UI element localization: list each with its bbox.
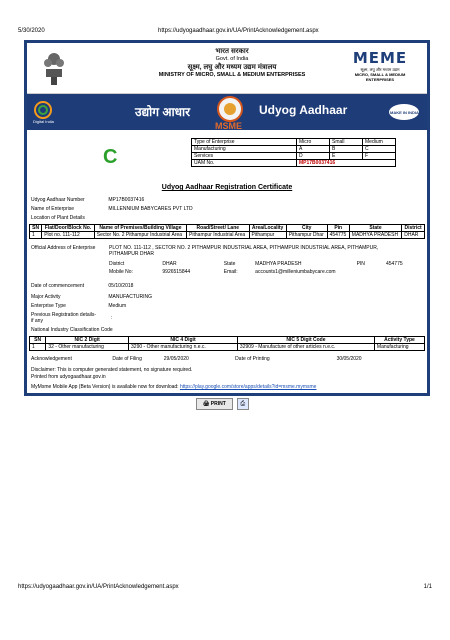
nic_table-cell: 3290 - Other manufacturing n.e.c. xyxy=(129,344,238,351)
nic_table-cell: 32909 - Manufacture of other articles n.e.c. xyxy=(237,344,374,351)
enterprise-type-section xyxy=(27,136,427,180)
print-button-label: PRINT xyxy=(210,401,226,407)
etype-row xyxy=(31,303,126,309)
nic_table-cell: 32 - Other manufacturing xyxy=(46,344,129,351)
location-label: Location of Plant Details xyxy=(31,215,85,221)
printed-from: Printed from udyogaadhaar.gov.in xyxy=(31,374,106,380)
msme-badge-icon xyxy=(207,96,253,130)
udyog-banner xyxy=(27,94,427,130)
etype-label: Enterprise Type xyxy=(31,303,66,309)
email-value: accounts1@milleniumbabycare.com xyxy=(255,269,336,275)
type-cell: A xyxy=(297,146,330,153)
udyog-aadhaar-english: Udyog Aadhaar xyxy=(259,103,348,117)
plant-table xyxy=(29,224,425,239)
type-row xyxy=(192,153,396,160)
plant_table-header: State xyxy=(349,225,401,232)
pin-value: 454775 xyxy=(385,261,403,267)
msme-text: MSME xyxy=(215,121,242,130)
activity-row xyxy=(31,294,152,300)
uam-value: MP17B0037416 xyxy=(297,160,396,167)
nic_table-header: NIC 2 Digit xyxy=(46,337,129,344)
plant_table-cell: Sector No. 2 Pithampur Industrial Area xyxy=(94,232,186,239)
official-address-label: Official Address of Enterprise xyxy=(31,245,96,251)
footer-url: https://udyogaadhaar.gov.in/UA/PrintAcknowledgement.aspx xyxy=(18,584,179,590)
nic_table-header: Activity Type xyxy=(374,337,424,344)
plant_table-header: Flat/Door/Block No. xyxy=(42,225,95,232)
meme-logo xyxy=(345,49,415,82)
govt-hindi: भारत सरकार xyxy=(215,48,249,55)
print-url: https://udyogaadhaar.gov.in/UA/PrintAcknowledgement.aspx xyxy=(158,28,319,34)
govt-english: Govt. of India xyxy=(215,56,249,62)
type-cell: F xyxy=(363,153,396,160)
nic-table xyxy=(29,336,425,351)
printing-value: 30/05/2020 xyxy=(336,356,362,362)
certificate-title: Udyog Aadhaar Registration Certificate xyxy=(161,184,293,191)
nic_table-header: NIC 5 Digit Code xyxy=(237,337,374,344)
commencement-value: 05/10/2018 xyxy=(108,283,134,289)
etype-value: Medium xyxy=(108,303,127,309)
ministry-hindi: सूक्ष्म, लघु और मध्यम उद्यम मंत्रालय xyxy=(187,64,277,71)
mobile-value: 9926515844 xyxy=(162,269,191,275)
activity-value: MANUFACTURING xyxy=(108,294,153,300)
district-value: DHAR xyxy=(162,261,177,267)
print-button[interactable] xyxy=(196,398,233,410)
enterprise-name-value: MILLENNIUM BABYCARES PVT LTD xyxy=(108,206,193,212)
plant_table-header: Pin xyxy=(327,225,349,232)
table-row xyxy=(30,232,425,239)
ack-row xyxy=(31,356,362,362)
plant_table-cell: DHAR xyxy=(402,232,425,239)
filing-value: 29/05/2020 xyxy=(163,356,189,362)
type-cell: E xyxy=(330,153,363,160)
nic_table-header: NIC 4 Digit xyxy=(129,337,238,344)
type-cell: C xyxy=(363,146,396,153)
official-address-value: PLOT NO. 111-112 , SECTOR NO. 2 PITHAMPUR INDUSTRIAL AREA, PITHAMPUR INDUSTRIAL AREA, PITHAMPUR, PITHAMPUR DHAR xyxy=(109,245,379,257)
action-buttons xyxy=(196,398,249,410)
type-cell: Micro xyxy=(297,139,330,146)
make-in-india-text: MAKE IN INDIA xyxy=(390,110,419,115)
app-download-row xyxy=(31,384,316,390)
printing-label: Date of Printing xyxy=(235,356,270,362)
plant_table-cell: MADHYA PRADESH xyxy=(349,232,401,239)
plant_table-cell: Pithampur Dhar xyxy=(286,232,327,239)
commencement-label: Date of commencement xyxy=(31,283,85,289)
contact-row xyxy=(109,269,336,275)
certificate-frame xyxy=(24,40,430,396)
app-download-text: MyMsme Mobile App (Beta Version) is available now for download: xyxy=(31,384,179,390)
printer-icon: 🖨 xyxy=(203,401,210,407)
type-cell: D xyxy=(297,153,330,160)
type-row xyxy=(192,139,396,146)
type-cell: B xyxy=(330,146,363,153)
filing-label: Date of Filing xyxy=(112,356,142,362)
table-row xyxy=(30,344,425,351)
plant_table-header: City xyxy=(286,225,327,232)
digital-india-icon xyxy=(33,100,65,124)
plant_table-header: District xyxy=(402,225,425,232)
district-row xyxy=(109,261,403,267)
district-label: District xyxy=(109,261,125,267)
digital-india-logo xyxy=(33,100,65,124)
uam-label: UAM No. xyxy=(192,160,297,167)
enterprise-type-table xyxy=(191,138,396,167)
ack-label: Acknowledgement xyxy=(31,356,72,362)
meme-wordmark: MEME xyxy=(352,49,408,67)
disclaimer: Disclaimer: This is computer generated statement, no signature required. xyxy=(31,367,193,373)
ministry-english: MINISTRY OF MICRO, SMALL & MEDIUM ENTERPRISES xyxy=(158,72,306,78)
app-download-link[interactable]: https://play.google.com/store/apps/details?id=msme.mymsme xyxy=(179,384,317,390)
mobile-label: Mobile No: xyxy=(109,269,133,275)
nic-label: National Industry Classification Code xyxy=(31,327,113,333)
meme-hindi: सूक्ष्म, लघु और मध्यम उद्यम xyxy=(360,67,400,72)
type-cell: Services xyxy=(192,153,297,160)
type-cell: Medium xyxy=(363,139,396,146)
national-emblem-icon xyxy=(43,49,65,87)
enterprise-name-label: Name of Enterprise xyxy=(31,206,75,212)
plant_table-cell: Pithampur xyxy=(249,232,286,239)
plant_table-header: Area/Locality xyxy=(249,225,286,232)
govt-title xyxy=(147,47,317,79)
page-number: 1/1 xyxy=(423,584,432,590)
uan-row xyxy=(31,197,144,203)
prev-reg-label: Previous Registration details-if any xyxy=(31,312,97,324)
type-cell: Manufacturing xyxy=(192,146,297,153)
pdf-icon[interactable]: ⎙ xyxy=(237,398,249,410)
uan-label: Udyog Aadhaar Number xyxy=(31,197,85,203)
make-in-india-icon xyxy=(387,102,421,122)
meme-subtitle: MICRO, SMALL & MEDIUM ENTERPRISES xyxy=(354,72,406,82)
type-cell: Small xyxy=(330,139,363,146)
plant_table-header: Road/Street/ Lane xyxy=(187,225,249,232)
email-label: Email: xyxy=(223,269,238,275)
plant_table-header: Name of Premises/Building Village xyxy=(94,225,186,232)
state-label: State xyxy=(223,261,236,267)
print-footer xyxy=(18,584,432,590)
plant_table-cell: Plot no. 111-112 xyxy=(42,232,95,239)
prev-reg-value: : xyxy=(111,315,113,321)
print-date: 5/30/2020 xyxy=(18,28,45,34)
uan-value: MP17B0037416 xyxy=(108,197,145,203)
nic_table-cell: 1 xyxy=(30,344,46,351)
nic_table-header: SN xyxy=(30,337,46,344)
category-letter: C xyxy=(103,146,118,168)
type-row xyxy=(192,146,396,153)
govt-header xyxy=(27,43,427,94)
state-value: MADHYA PRADESH xyxy=(255,261,302,267)
activity-label: Major Activity xyxy=(31,294,61,300)
plant_table-cell: 454775 xyxy=(327,232,349,239)
print-header xyxy=(18,28,432,34)
uam-row xyxy=(192,160,396,167)
nic_table-cell: Manufacturing xyxy=(374,344,424,351)
enterprise-name-row xyxy=(31,206,193,212)
plant_table-cell: Pithampur Industrial Area xyxy=(187,232,249,239)
pin-label: PIN xyxy=(356,261,365,267)
udyog-aadhaar-hindi: उद्योग आधार xyxy=(135,105,190,119)
plant_table-cell: 1 xyxy=(30,232,42,239)
plant_table-header: SN xyxy=(30,225,42,232)
digital-india-text: Digital India xyxy=(33,119,54,124)
type-cell: Type of Enterprise xyxy=(192,139,297,146)
commencement-row xyxy=(31,283,133,289)
